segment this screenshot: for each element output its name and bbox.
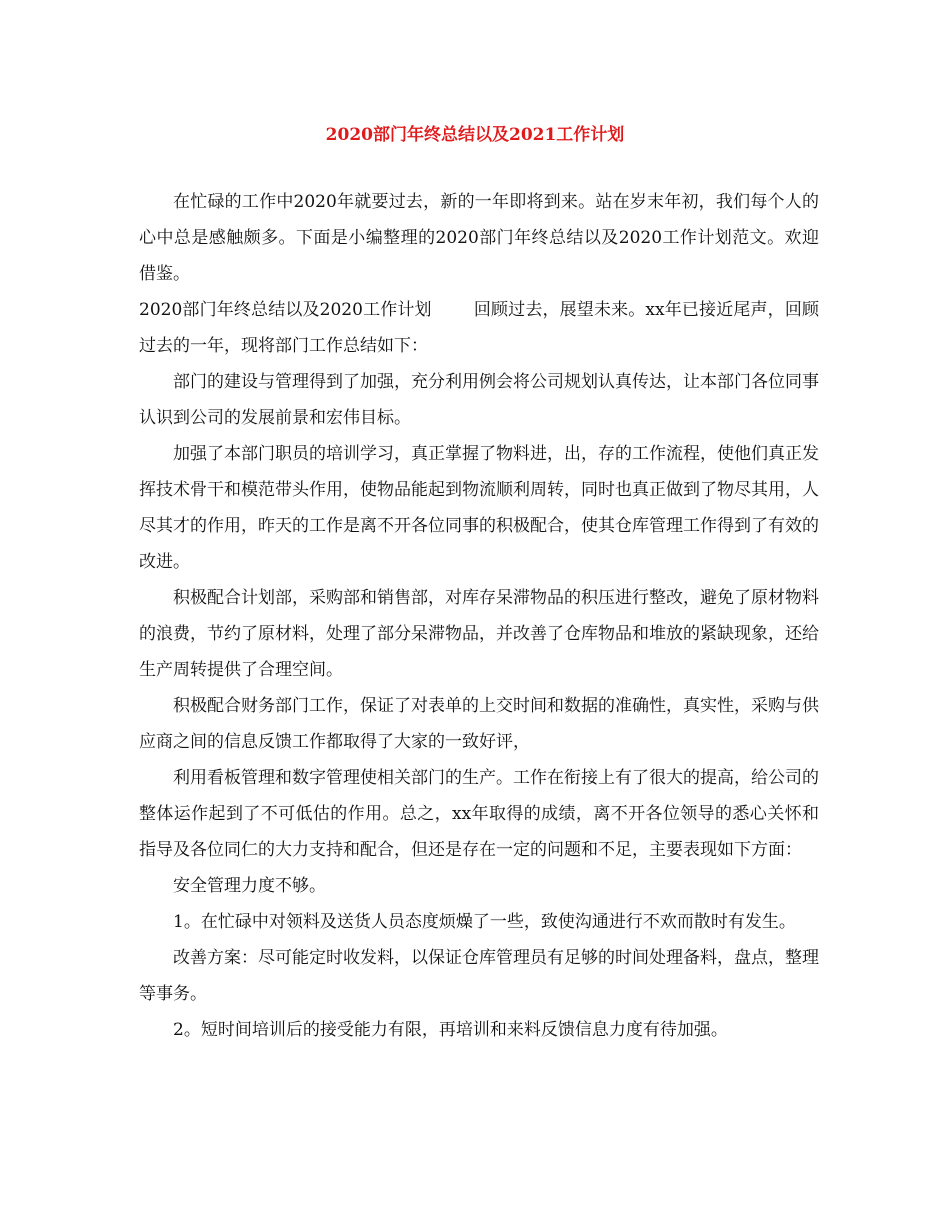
document-title: 2020部门年终总结以及2021工作计划 xyxy=(325,125,625,145)
paragraph: 改善方案：尽可能定时收发料，以保证仓库管理员有足够的时间处理备料，盘点，整理等事务。 xyxy=(139,948,819,1004)
paragraph: 加强了本部门职员的培训学习，真正掌握了物料进，出，存的工作流程，使他们真正发挥技术骨干和模范带头作用，使物品能起到物流顺利周转，同时也真正做到了物尽其用，人尽其才的作用，昨天的工作是离不开各位同事的积极配合，使其仓库管理工作得到了有效的改进。 xyxy=(139,444,819,572)
subheading-tail-text: 回顾过去，展望未来。xx年已接近尾声，回顾过去的一年，现将部门工作总结如下： xyxy=(139,300,819,356)
paragraph: 1。在忙碌中对领料及送货人员态度烦燥了一些，致使沟通进行不欢而散时有发生。 xyxy=(173,912,796,932)
paragraph: 积极配合计划部，采购部和销售部，对库存呆滞物品的积压进行整改，避免了原材物料的浪费，节约了原材料，处理了部分呆滞物品，并改善了仓库物品和堆放的紧缺现象，还给生产周转提供了合理空间。 xyxy=(139,588,819,680)
document-body xyxy=(139,184,819,1048)
paragraph: 2。短时间培训后的接受能力有限，再培训和来料反馈信息力度有待加强。 xyxy=(173,1020,728,1040)
paragraph: 部门的建设与管理得到了加强，充分利用例会将公司规划认真传达，让本部门各位同事认识到公司的发展前景和宏伟目标。 xyxy=(139,372,819,428)
paragraph: 利用看板管理和数字管理使相关部门的生产。工作在衔接上有了很大的提高，给公司的整体运作起到了不可低估的作用。总之，xx年取得的成绩，离不开各位领导的悉心关怀和指导及各位同仁的大力支持和配合，但还是存在一定的问题和不足，主要表现如下方面： xyxy=(139,768,819,860)
paragraph: 积极配合财务部门工作，保证了对表单的上交时间和数据的准确性，真实性，采购与供应商之间的信息反馈工作都取得了大家的一致好评， xyxy=(139,696,819,752)
subheading-text: 2020部门年终总结以及2020工作计划 xyxy=(139,300,432,320)
intro-paragraph: 在忙碌的工作中2020年就要过去，新的一年即将到来。站在岁末年初，我们每个人的心中总是感触颇多。下面是小编整理的2020部门年终总结以及2020工作计划范文。欢迎借鉴。 xyxy=(139,192,819,284)
paragraph: 安全管理力度不够。 xyxy=(173,876,326,896)
subheading-paragraph xyxy=(139,292,819,364)
